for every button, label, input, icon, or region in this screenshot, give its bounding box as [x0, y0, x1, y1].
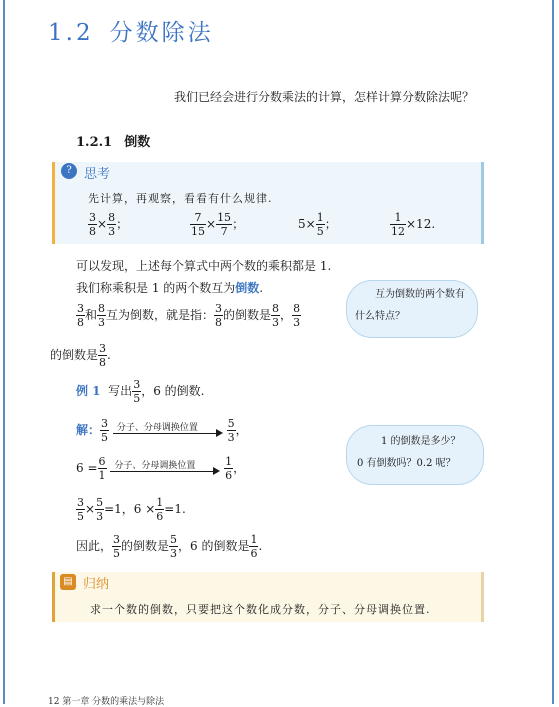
book-icon: ▤ [60, 574, 76, 590]
solution-row-2: 6 = $\frac{6}{1}$ 分子、分母调换位置 $\frac{1}{6}$ ， [76, 455, 246, 482]
summary-label: 归纳 [83, 577, 110, 592]
think-label: 思考 [84, 167, 111, 182]
subsection-title [76, 131, 150, 150]
definition-line: 我们称乘积是 1 的两个数互为倒数. [76, 281, 264, 295]
observation-line: 可以发现，上述每个算式中两个数的乘积都是 1. [76, 259, 332, 273]
solution-row-1: 解： $\frac{3}{5}$ 分子、分母调换位置 $\frac{5}{3}$ ， [76, 417, 248, 444]
cloud1-line1: 互为倒数的两个数有 [375, 289, 465, 300]
example-1: 例 1 写出 $\frac{3}{5}$ ，6 的倒数. [76, 378, 205, 405]
solution-label: 解： [76, 423, 101, 437]
think-expression-1: $\frac{3}{8}$ × $\frac{8}{3}$ ； [89, 211, 129, 238]
think-instruction: 先计算，再观察，看看有什么规律. [88, 192, 273, 205]
summary-text: 求一个数的倒数，只要把这个数化成分数，分子、分母调换位置. [90, 603, 431, 616]
section-title-text: 分数除法 [109, 20, 214, 46]
reciprocal-term: 倒数 [235, 281, 260, 295]
intro-text: 我们已经会进行分数乘法的计算，怎样计算分数除法呢？ [174, 90, 475, 104]
swap-arrow-2: 分子、分母调换位置 [110, 462, 220, 476]
think-expression-2: $\frac{7}{15}$ × $\frac{15}{7}$ ； [191, 211, 245, 238]
cloud2-line2: 0 有倒数吗？0.2 呢？ [357, 458, 456, 469]
subsection-number: 1.2.1 [76, 135, 113, 150]
cloud2-line1: 1 的倒数是多少？ [381, 436, 461, 447]
section-number: 1.2 [48, 20, 94, 46]
lightbulb-icon: ? [61, 163, 77, 179]
subsection-title-text: 倒数 [124, 135, 151, 150]
think-expression-4: $\frac{1}{12}$ ×12. [391, 211, 436, 238]
cloud1-line2: 什么特点？ [355, 311, 405, 322]
solution-conclusion: 因此， $\frac{3}{5}$ 的倒数是 $\frac{5}{3}$ ，6 的倒数是 $\frac{1}{6}$ . [76, 533, 263, 560]
page-footer: 12 第一章 分数的乘法与除法 [48, 697, 165, 707]
example-label: 例 1 [76, 384, 101, 398]
solution-row-3: $\frac{3}{5}$ × $\frac{5}{3}$ =1，6 × $\frac{1}{6}$ =1. [77, 496, 186, 523]
question-cloud-2 [346, 425, 484, 485]
section-title [48, 14, 214, 47]
explanation-line-continued: 的倒数是 $\frac{3}{8}$ . [50, 342, 111, 369]
explanation-line: $\frac{3}{8}$ 和 $\frac{8}{3}$ 互为倒数，就是指： $\frac{3}{8}$ 的倒数是 $\frac{8}{3}$ ， $\frac{8}{3}$ [77, 302, 301, 329]
question-cloud-1 [346, 280, 478, 338]
think-expression-3: 5× $\frac{1}{5}$ ； [298, 211, 337, 238]
swap-arrow-1: 分子、分母调换位置 [113, 424, 223, 438]
